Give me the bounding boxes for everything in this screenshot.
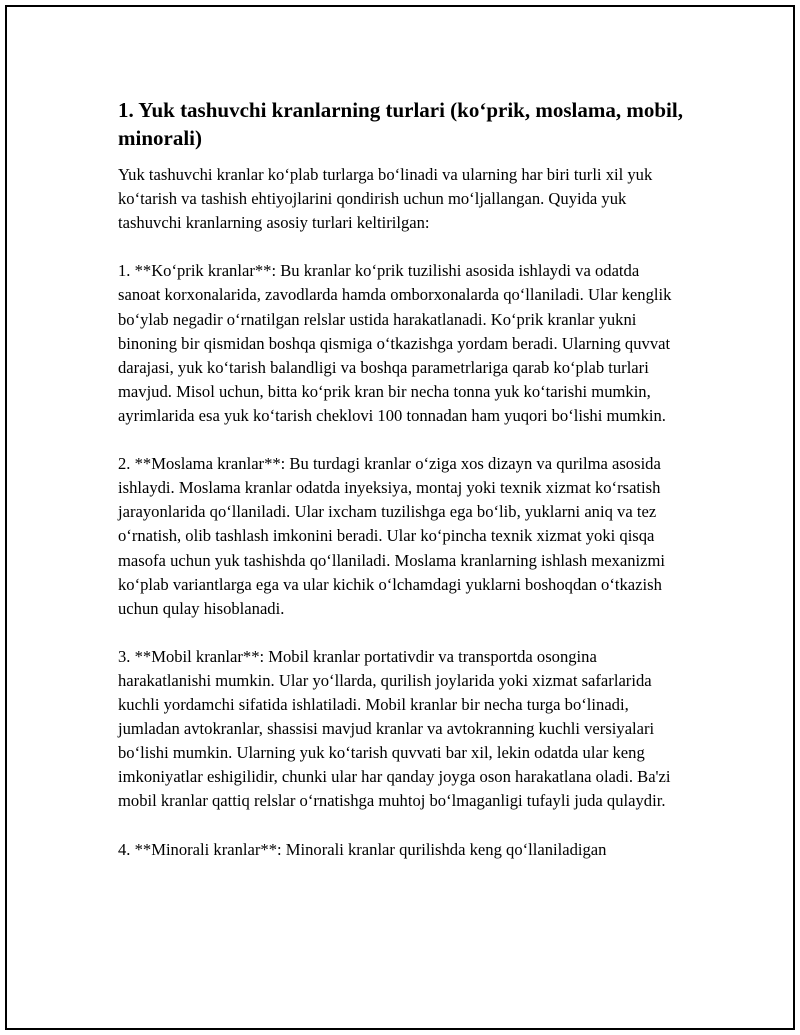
intro-paragraph: Yuk tashuvchi kranlar ko‘plab turlarga bo‘linadi va ularning har biri turli xil yuk ko‘tarish va tashish ehtiyojlarini qondirish uchun mo‘ljallangan. Quyida yuk tashuvchi kranlarning asosiy turlari keltirilgan: (118, 165, 653, 233)
paragraph-tower-cranes: 4. **Minorali kranlar**: Minorali kranlar qurilishda keng qo‘llaniladigan (118, 839, 607, 859)
document-body (118, 96, 683, 886)
paragraph-mobile-cranes: 3. **Mobil kranlar**: Mobil kranlar portativdir va transportda osongina harakatlanishi mumkin. Ular yo‘llarda, qurilish joylarida yoki xizmat safarlarida kuchli yordamchi sifatida ishlatiladi. Mobil kranlar bir necha turga bo‘linadi, jumladan avtokranlar, shassisi mavjud kranlar va avtokranning kuchli versiyalari bo‘lishi mumkin. Ularning yuk ko‘tarish quvvati bar xil, lekin odatda ular keng imkoniyatlar eshigilidir, chunki ular har qanday joyga oson harakatlana oladi. Ba'zi mobil kranlar qattiq relslar o‘rnatishga muhtoj bo‘lmaganligi tufayli juda qulaydir. (118, 646, 671, 811)
section-heading: 1. Yuk tashuvchi kranlarning turlari (ko‘prik, moslama, mobil, minorali) (118, 98, 683, 150)
paragraph-bridge-cranes: 1. **Ko‘prik kranlar**: Bu kranlar ko‘prik tuzilishi asosida ishlaydi va odatda sanoat korxonalarida, zavodlarda hamda omborxonalarda qo‘llaniladi. Ular kenglik bo‘ylab negadir o‘rnatilgan relslar ustida harakatlanadi. Ko‘prik kranlar yukni binoning bir qismidan boshqa qismiga o‘tkazishga yordam beradi. Ularning quvvat darajasi, yuk ko‘tarish balandligi va boshqa parametrlariga qarab ko‘plab turlari mavjud. Misol uchun, bitta ko‘prik kran bir necha tonna yuk ko‘tarishi mumkin, ayrimlarida esa yuk ko‘tarish cheklovi 100 tonnadan ham yuqori bo‘lishi mumkin. (118, 261, 672, 425)
paragraph-fixture-cranes: 2. **Moslama kranlar**: Bu turdagi kranlar o‘ziga xos dizayn va qurilma asosida ishlaydi. Moslama kranlar odatda inyeksiya, montaj yoki texnik xizmat ko‘rsatish jarayonlarida qo‘llaniladi. Ular ixcham tuzilishga ega bo‘lib, yuklarni aniq va tez o‘rnatish, olib tashlash imkonini beradi. Ular ko‘pincha texnik xizmat yoki qisqa masofa uchun yuk tashishda qo‘llaniladi. Moslama kranlarning ishlash mexanizmi ko‘plab variantlarga ega va ular kichik o‘lchamdagi yuklarni boshoqdan o‘tkazish uchun qulay hisoblanadi. (118, 454, 666, 618)
